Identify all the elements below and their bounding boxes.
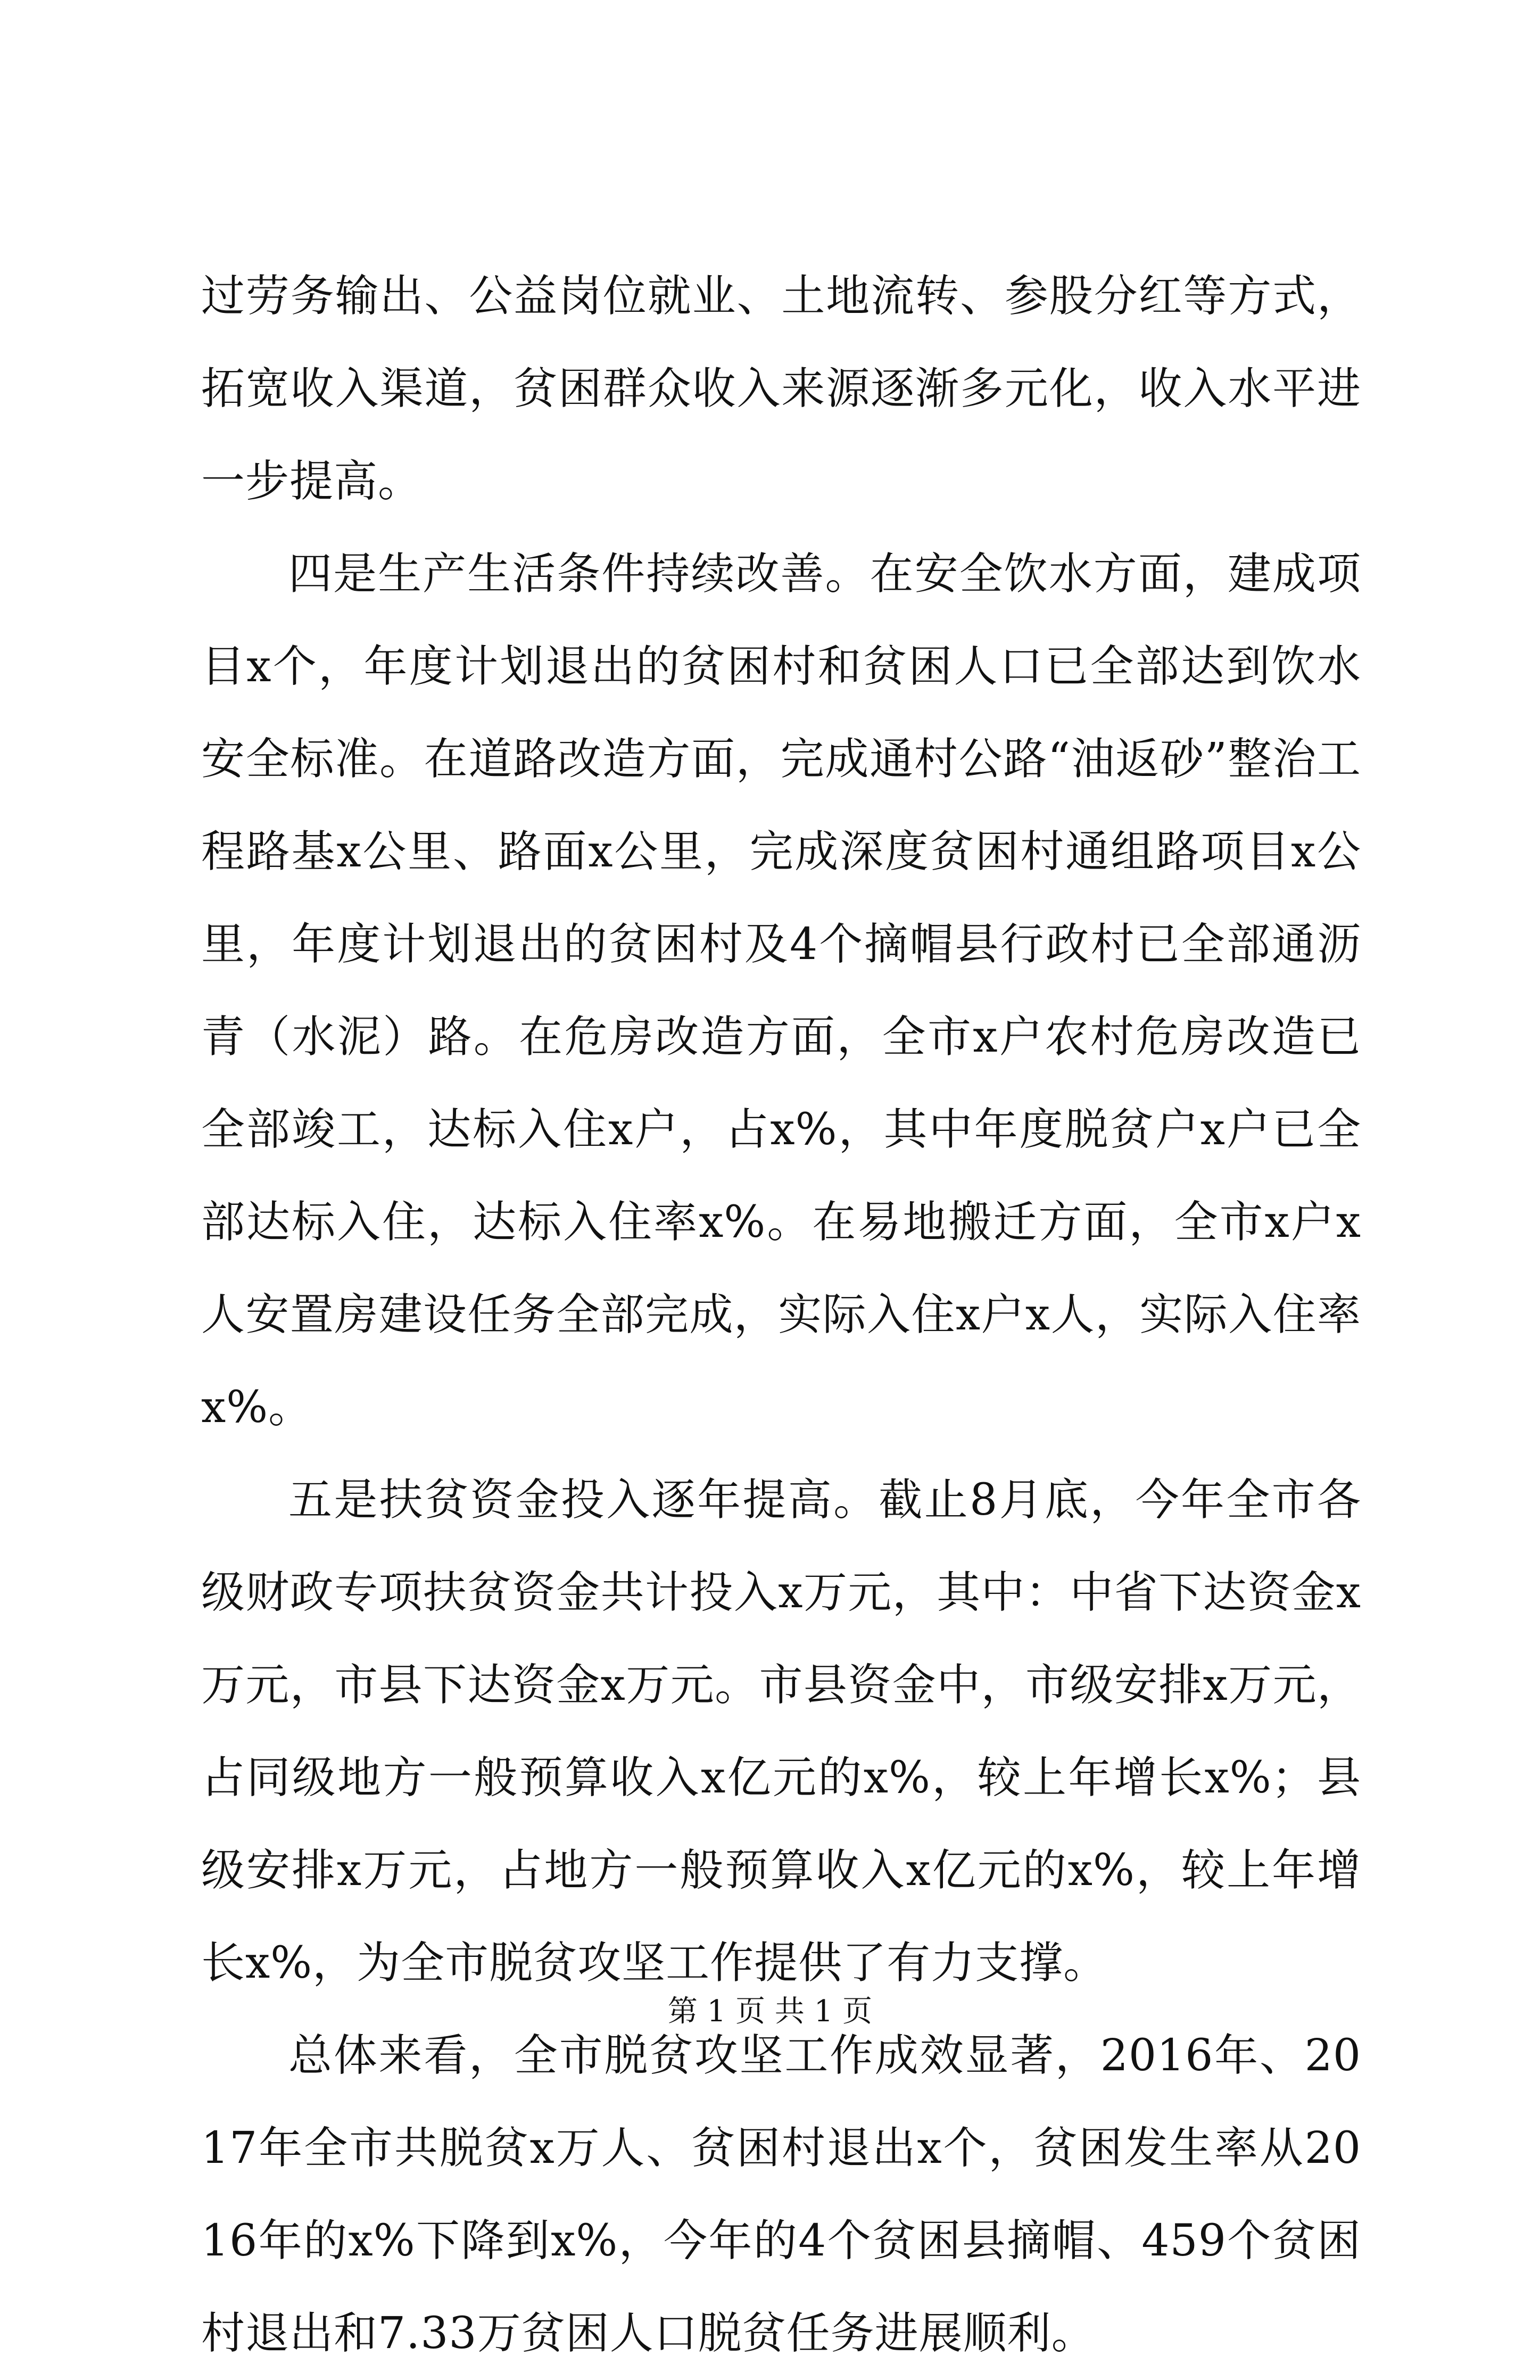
page-number-label: 第 1 页 共 1 页 [667, 1994, 873, 2029]
document-body [201, 250, 1361, 2380]
paragraph-2: 四是生产生活条件持续改善。在安全饮水方面，建成项目x个，年度计划退出的贫困村和贫困人口已全部达到饮水安全标准。在道路改造方面，完成通村公路“油返砂”整治工程路基x公里、路面x公里，完成深度贫困村通组路项目x公里，年度计划退出的贫困村及4个摘帽县行政村已全部通沥青（水泥）路。在危房改造方面，全市x户农村危房改造已全部竣工，达标入住x户，占x%，其中年度脱贫户x户已全部达标入住，达标入住率x%。在易地搬迁方面，全市x户x人安置房建设任务全部完成，实际入住x户x人，实际入住率x%。 [201, 549, 1361, 1433]
paragraph-4: 总体来看，全市脱贫攻坚工作成效显著，2016年、2017年全市共脱贫x万人、贫困村退出x个，贫困发生率从2016年的x%下降到x%，今年的4个贫困县摘帽、459个贫困村退出和7.33万贫困人口脱贫任务进展顺利。 [201, 2030, 1361, 2359]
paragraph-3: 五是扶贫资金投入逐年提高。截止8月底，今年全市各级财政专项扶贫资金共计投入x万元，其中：中省下达资金x万元，市县下达资金x万元。市县资金中，市级安排x万元，占同级地方一般预算收入x亿元的x%，较上年增长x%；县级安排x万元，占地方一般预算收入x亿元的x%，较上年增长x%，为全市脱贫攻坚工作提供了有力支撑。 [201, 1475, 1361, 1988]
paragraph-1: 过劳务输出、公益岗位就业、土地流转、参股分红等方式，拓宽收入渠道，贫困群众收入来源逐渐多元化，收入水平进一步提高。 [201, 271, 1361, 507]
page-footer [0, 1993, 1540, 2030]
